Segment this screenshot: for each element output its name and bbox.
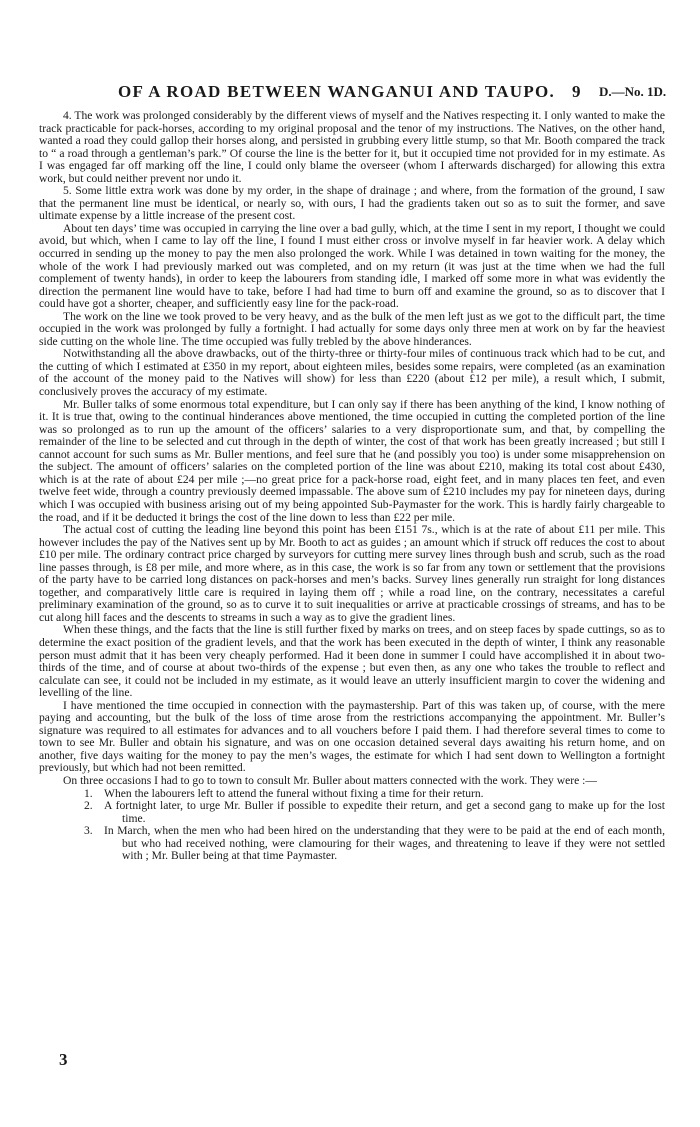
paragraph-paymastership: I have mentioned the time occupied in connection with the paymastership. Part of this was taken up, of course, with the mere paying and accounting, but the bulk of the loss of time arose from the restrictions accompanying the appointment. Mr. Buller’s signature was required to all estimates for advances and to all vouchers before I paid them. I had therefore several times to come to town to see Mr. Buller and obtain his signature, and was on one occasion detained several days awaiting his return home, and on another, five days waiting for the money to pay the men’s wages, the estimate for which I had sent down to Wellington a fortnight previously, but which had not been remitted. <box>39 698 665 775</box>
paragraph-actual-cost: The actual cost of cutting the leading line beyond this point has been £151 7s., which is at the rate of about £11 per mile. This however includes the pay of the Natives sent up by Mr. Booth to act as guides ; an amount which if struck off reduces the cost to about £10 per mile. The ordinary contract price charged by surveyors for cutting mere survey lines through bush and scrub, such as the road line passes through, is £8 per mile, and more where, as in this case, the work is so far from any town or settlement that the provisions of the party have to be carried long distances on pack-horses and men’s backs. Survey lines generally run straight for long distances together, and comparatively little care is required in laying them off ; while a road line, on the contrary, necessitates a careful preliminary examination of the ground, so as to curve it to suit inequalities or arrive at practicable crossings of streams, and has to be cut along hill faces and the descents to streams in such a way as to give the gradient lines. <box>39 523 665 624</box>
list-item <box>84 799 665 825</box>
paragraph-gully: About ten days’ time was occupied in carrying the line over a bad gully, which, at the time I sent in my report, I thought we could avoid, but which, when I came to lay off the line, I found I must either cross or involve myself in far heavier work. A delay which occurred in sending up the money to pay the men also prolonged the work. While I was detained in town waiting for the money, the whole of the work I had previously marked out was completed, and on my return (it was just at the time when we had the full complement of twenty hands), in order to keep the labourers from standing idle, I marked off some more in what was evidently the direction the permanent line would have to take, before I had had time to burn off and examine the ground, so as to discover that I could have got a shorter, cheaper, and sufficiently easy line for the pack-road. <box>39 221 665 311</box>
list-item-text: A fortnight later, to urge Mr. Buller if possible to expedite their return, and get a second gang to make up for the lost time. <box>104 799 665 825</box>
paragraph-4: 4. The work was prolonged considerably by the different views of myself and the Natives respecting it. I only wanted to make the track practicable for pack-horses, according to my original proposal and the tenor of my instructions. The Natives, on the other hand, wanted a road they could gallop their horses along, and persisted in grubbing every little stump, so that Mr. Booth compared the track to “ a road through a gentleman’s park.” Of course the line is the better for it, but it occupied time not provided for in my estimate. As I was engaged far off marking off the line, I could only blame the overseer (whom I afterwards discharged) for allowing this extra work, but could neither prevent nor undo it. <box>39 109 665 185</box>
paragraph-cheaply-performed: When these things, and the facts that the line is still further fixed by marks on trees, and on steep faces by spade cuttings, so as to determine the exact position of the gradient levels, and that the work has been executed in the depth of winter, I think any reasonable person must admit that it has been very cheaply performed. Had it been done in summer I could have accomplished it in about two-thirds of the time, and of course at about two-thirds of the expense ; but even then, as any one who takes the trouble to reflect and calculate can see, it could not be included in my estimate, as it would leave an utterly insufficient margin to cover the widening and levelling of the line. <box>39 623 665 700</box>
running-header <box>0 82 700 106</box>
list-item-text: When the labourers left to attend the funeral without fixing a time for their return. <box>104 786 484 800</box>
page-number: 9 <box>572 82 581 101</box>
list-item-number: 1. <box>84 786 93 800</box>
body-text <box>39 110 665 863</box>
list-item-number: 3. <box>84 824 93 838</box>
document-reference: D.—No. 1D. <box>599 84 667 99</box>
paragraph-drawbacks: Notwithstanding all the above drawbacks, out of the thirty-three or thirty-four miles of continuous track which had to be cut, and the cutting of which I estimated at £350 in my report, about eighteen miles, besides some repairs, were completed (as an examination of the account of the money paid to the Natives will show) for less than £220 (about £12 per mile), a result which, I submit, conclusively proves the accuracy of my estimate. <box>39 347 665 399</box>
list-item <box>84 824 665 863</box>
paragraph-5: 5. Some little extra work was done by my order, in the shape of drainage ; and where, from the formation of the ground, I saw that the permanent line must be identical, or nearly so, with ours, I had the gradients taken out so as to suit the former, and save ultimate expense by a little increase of the present cost. <box>39 184 665 223</box>
header-title: OF A ROAD BETWEEN WANGANUI AND TAUPO. <box>118 82 556 101</box>
paragraph-expenditure: Mr. Buller talks of some enormous total expenditure, but I can only say if there has been anything of the kind, I know nothing of it. It is true that, owing to the continual hinderances above mentioned, the time occupied in cutting the completed portion of the line was so prolonged as to run up the amount of the officers’ salaries to a very disproportionate sum, and that, by compelling the remainder of the line to be selected and cut through in the depth of winter, the cost of that work has been greatly increased ; but still I cannot account for such sums as Mr. Buller mentions, and feel sure that he (and possibly you too) is under some misapprehension on the subject. The amount of officers’ salaries on the completed portion of the line was about £210, making its total cost about £430, which is at the rate of about £24 per mile ;—no great price for a pack-horse road, eight feet, and in many places ten feet, and even twelve feet wide, through a country previously deemed impassable. The above sum of £210 includes my pay for nineteen days, during which I was occupied with business arising out of my being appointed Sub-Paymaster for the work. This is hardly fairly chargeable to the road, and if it be deducted it brings the cost of the line down to less than £22 per mile. <box>39 397 665 524</box>
signature-mark: 3 <box>59 1050 68 1069</box>
paragraph-heavy-work: The work on the line we took proved to be very heavy, and as the bulk of the men left just as we got to the difficult part, the time occupied in the work was prolonged by fully a fortnight. I had actually for some days only three men at work on by far the heaviest side cutting on the whole line. The time occupied was fully trebled by the above hinderances. <box>39 309 665 348</box>
occasions-list <box>39 788 665 863</box>
list-item-text: In March, when the men who had been hired on the understanding that they were to be paid at the end of each month, but who had received nothing, were clamouring for their wages, and threatening to leave if they were not settled with ; Mr. Buller being at that time Paymaster. <box>104 824 665 863</box>
paragraph-three-occasions: On three occasions I had to go to town to consult Mr. Buller about matters connected with the work. They were :— <box>63 773 597 787</box>
list-item-number: 2. <box>84 799 93 813</box>
